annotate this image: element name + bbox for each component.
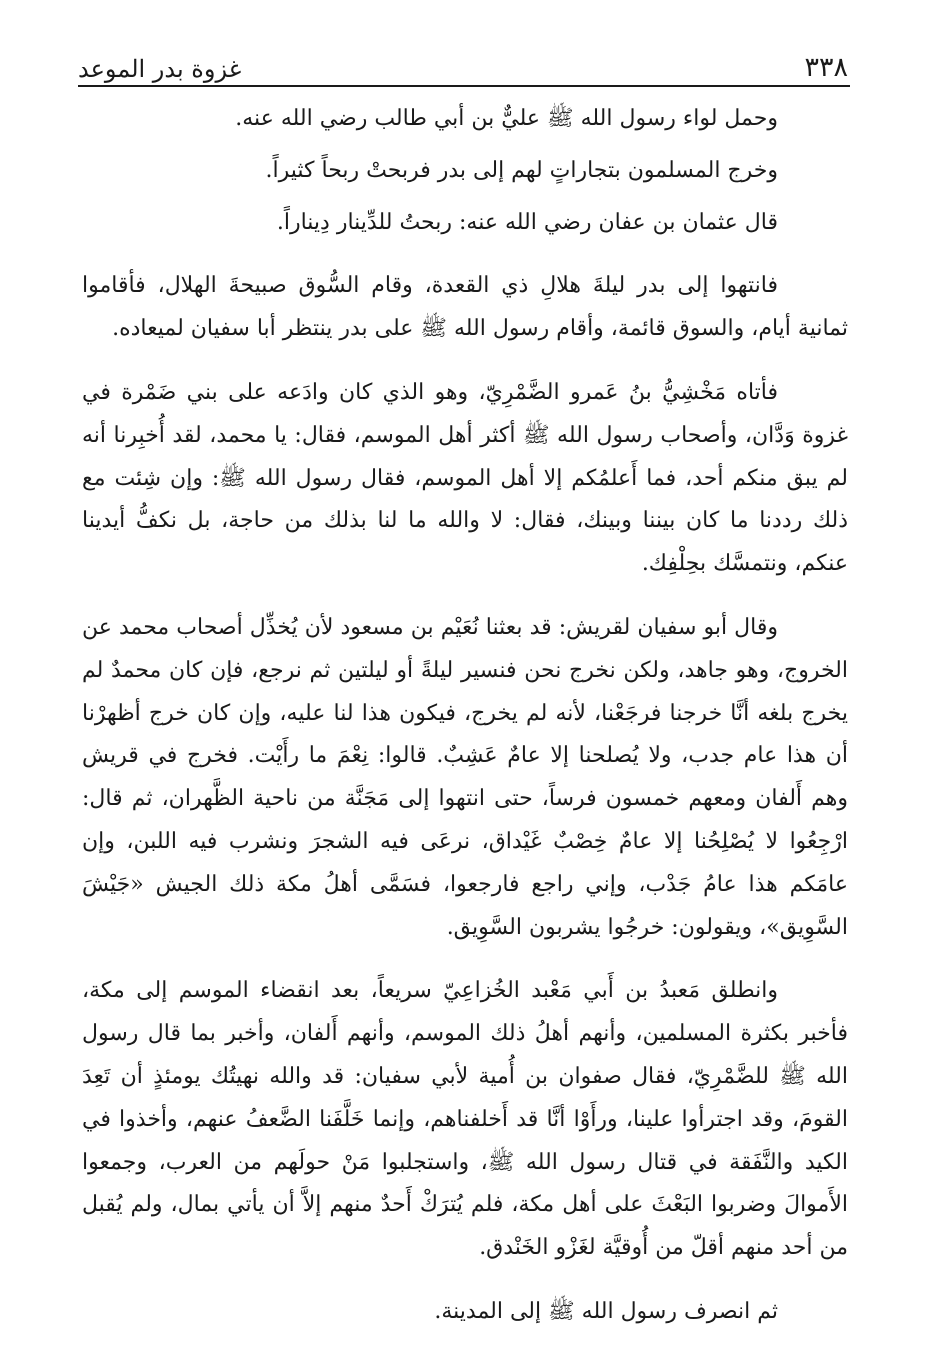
paragraph: وانطلق مَعبدُ بن أَبي مَعْبد الخُزاعِيّ سريعاً، بعد انقضاء الموسم إلى مكة، فأخبر بكثرة المسلمين، وأنهم أهلُ ذلك الموسم، وأنهم أَلفان، وأخبر بما قال رسول الله ﷺ للضَّمْرِيّ، فقال صفوان بن أُمية لأبي سفيان: قد والله نهيتُك يومئذٍ أن تَعِدَ القومَ، وقد اجترأوا علينا، ورأَوْا أنَّا قد أَخلفناهم، وإنما خَلَّفَنا الضَّعفُ عنهم، وأخذوا في الكيد والنَّفَقة في قتال رسول الله ﷺ، واستجلبوا مَنْ حولَهم من العرب، وجمعوا الأَموالَ وضربوا البَعْثَ على أهل مكة، فلم يُترَكْ أَحدٌ منهم إلاَّ أن يأتي بمال، ولم يُقبل من أحد منهم أقلّ من أُوقيَّة لغَزْو الخَنْدق. — [82, 978, 849, 1261]
paragraph: ثم انصرف رسول الله ﷺ إلى المدينة. — [434, 1298, 778, 1324]
paragraph: وقال أبو سفيان لقريش: قد بعثنا نُعَيْم بن مسعود لأن يُخذِّل أصحاب محمد عن الخروج، وهو جاهد، ولكن نخرج نحن فنسير ليلةً أو ليلتين ثم نرجع، فإن كان محمدٌ لم يخرج بلغه أنَّا خرجنا فرجَعْنا، لأنه لم يخرج، فيكون هذا لنا عليه، وإن كان خرج أظهرْنا أن هذا عام جدب، ولا يُصلحنا إلا عامٌ عَشِبٌ. قالوا: نِعْمَ ما رأَيْت. فخرج في قريش وهم أَلفان ومعهم خمسون فرساً، حتى انتهوا إلى مَجَنَّة من ناحية الظَّهران، ثم قال: ارْجِعُوا لا يُصْلِحُنا إلا عامٌ خِصْبٌ غَيْداق، نرعَى فيه الشجرَ ونشرب فيه اللبن، وإن عامَكم هذا عامُ جَدْب، وإني راجع فارجعوا، فسَمَّى أهلُ مكة ذلك الجيش «جَيْشَ السَّوِيق»، ويقولون: خرجُوا يشربون السَّوِيق. — [82, 614, 848, 940]
paragraph: فانتهوا إلى بدر ليلةَ هلالِ ذي القعدة، وقام السُّوق صبيحةَ الهلال، فأقاموا ثمانية أيام، والسوق قائمة، وأقام رسول الله ﷺ على بدر ينتظر أبا سفيان لميعاده. — [82, 273, 848, 342]
header-divider — [78, 85, 850, 87]
paragraph: وخرج المسلمون بتجاراتٍ لهم إلى بدر فربحتْ ربحاً كثيراً. — [265, 157, 778, 183]
paragraph: فأتاه مَخْشِيُّ بنُ عَمرو الضَّمْرِيّ، وهو الذي كان وادَعه على بني ضَمْرة في غزوة وَدَّان، وأصحاب رسول الله ﷺ أكثر أهل الموسم، فقال: يا محمد، لقد أُخبِرنا أنه لم يبق منكم أحد، فما أَعلمُكم إلا أهل الموسم، فقال رسول الله ﷺ: وإن شِئت مع ذلك رددنا ما كان بيننا وبينك، فقال: لا والله ما لنا بذلك من حاجة، بل نكفُّ أيدينا عنكم، ونتمسَّك بحِلْفِك. — [82, 379, 848, 577]
page-number: ٣٣٨ — [804, 52, 848, 83]
body-text — [82, 98, 848, 1334]
running-title: غزوة بدر الموعد — [78, 55, 242, 83]
paragraph: وحمل لواء رسول الله ﷺ عليٌّ بن أبي طالب رضي الله عنه. — [235, 106, 778, 131]
page-header — [78, 44, 848, 84]
paragraph: قال عثمان بن عفان رضي الله عنه: ربحتُ للدِّينار دِيناراً. — [276, 209, 778, 235]
